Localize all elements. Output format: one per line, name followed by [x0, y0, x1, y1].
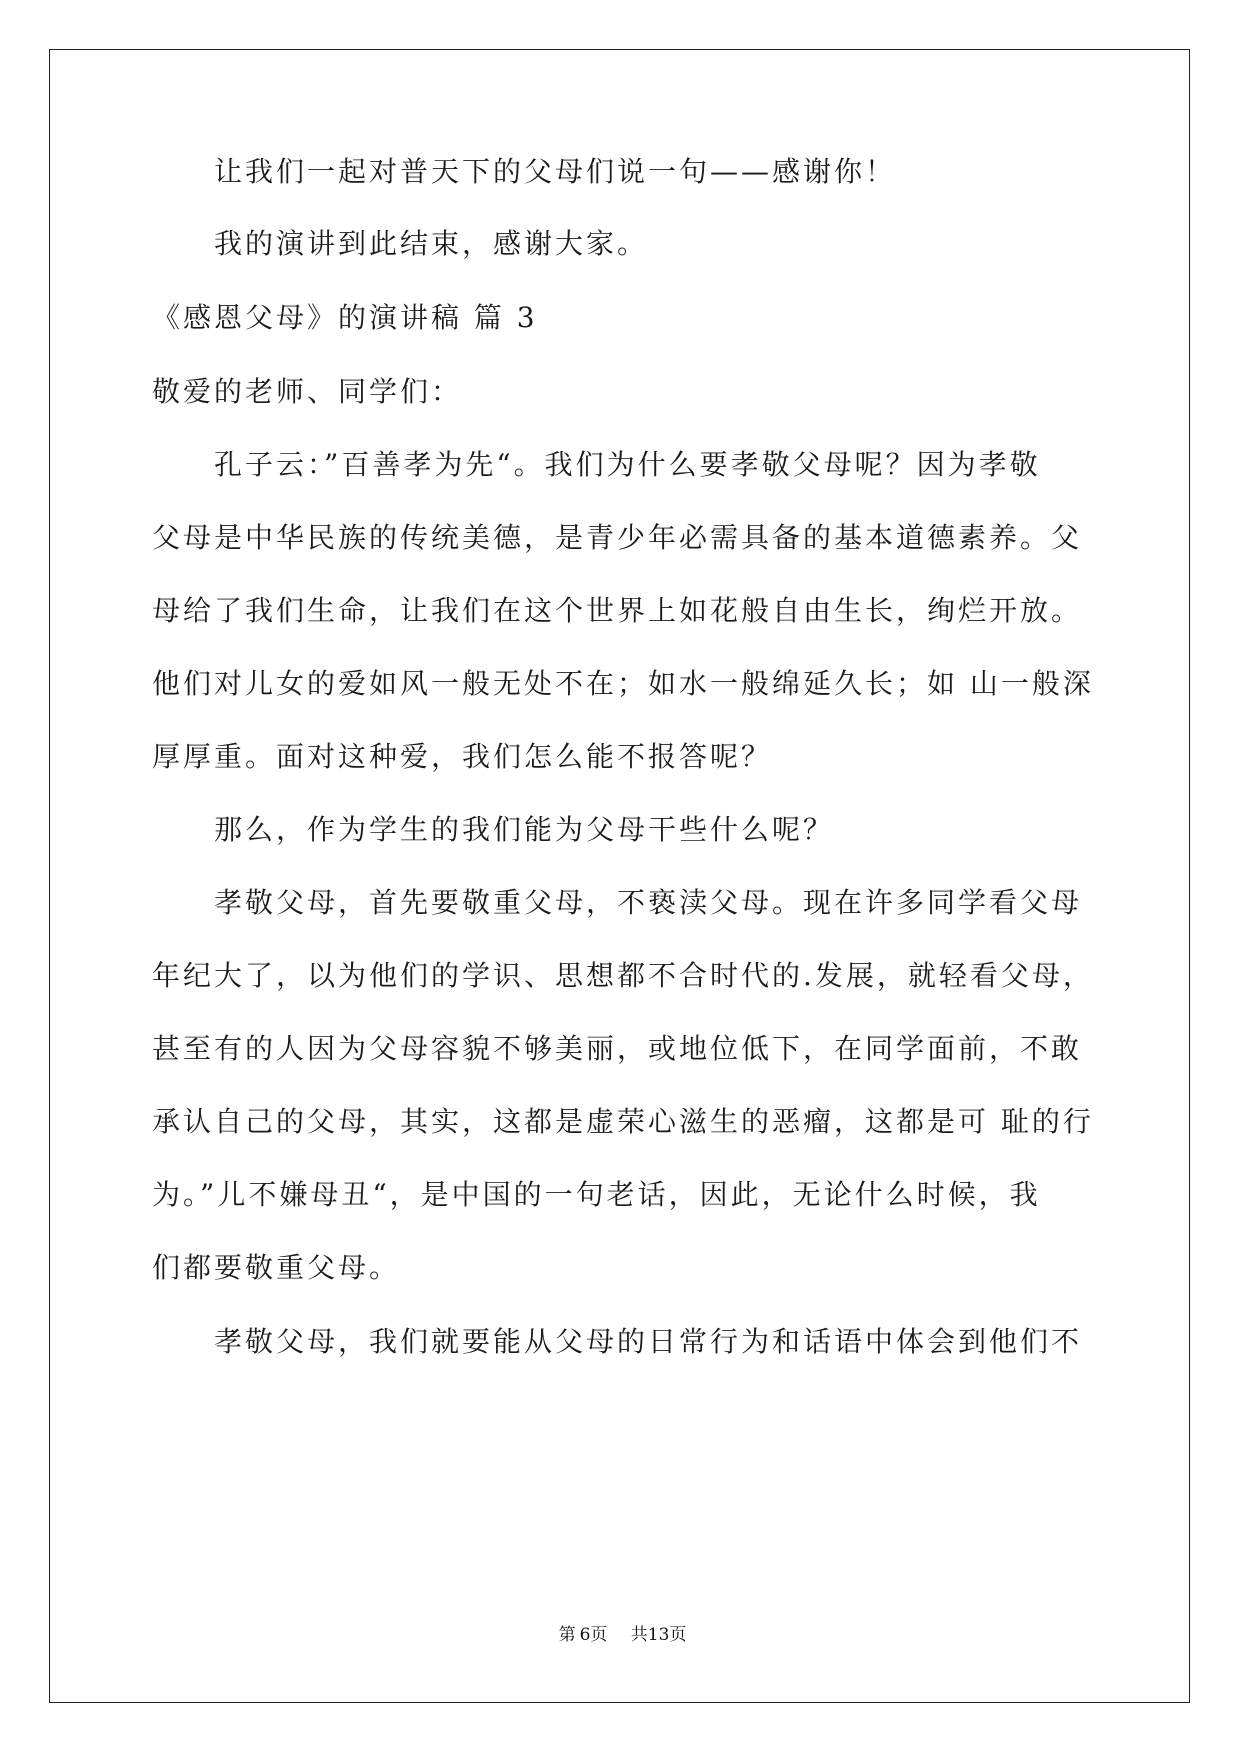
paragraph-line: 甚至有的人因为父母容貌不够美丽，或地位低下，在同学面前，不敢	[152, 1032, 1083, 1065]
paragraph-line: 厚厚重。面对这种爱，我们怎么能不报答呢？	[152, 740, 773, 773]
paragraph-line: 们都要敬重父母。	[152, 1251, 401, 1284]
page-label: 第	[558, 1625, 576, 1645]
page-number: 6	[579, 1625, 591, 1645]
total-unit: 页	[669, 1625, 687, 1645]
paragraph-line: 孝敬父母，我们就要能从父母的日常行为和话语中体会到他们不	[214, 1325, 1083, 1358]
paragraph-line: 年纪大了，以为他们的学识、思想都不合时代的.发展，就轻看父母，	[152, 959, 1094, 992]
page-unit: 页	[590, 1625, 608, 1645]
section-heading: 《感恩父母》的演讲稿 篇 3	[152, 301, 538, 334]
paragraph-line: 为。”儿不嫌母丑“，是中国的一句老话，因此，无论什么时候，我	[152, 1178, 1041, 1211]
total-indicator	[631, 1625, 687, 1645]
paragraph-line: 父母是中华民族的传统美德，是青少年必需具备的基本道德素养。父	[152, 521, 1083, 554]
paragraph-line: 让我们一起对普天下的父母们说一句——感谢你！	[214, 155, 897, 188]
salutation: 敬爱的老师、同学们：	[152, 375, 463, 408]
paragraph-line: 孝敬父母，首先要敬重父母，不亵渎父母。现在许多同学看父母	[214, 886, 1083, 919]
paragraph-line: 承认自己的父母，其实，这都是虚荣心滋生的恶瘤，这都是可 耻的行	[152, 1105, 1094, 1138]
total-number: 13	[647, 1625, 670, 1645]
paragraph-line: 孔子云：”百善孝为先“。我们为什么要孝敬父母呢？因为孝敬	[214, 448, 1041, 481]
paragraph-line: 我的演讲到此结束，感谢大家。	[214, 227, 649, 260]
paragraph-line: 母给了我们生命，让我们在这个世界上如花般自由生长，绚烂开放。	[152, 594, 1083, 627]
page-indicator	[555, 1625, 608, 1645]
paragraph-line: 那么，作为学生的我们能为父母干些什么呢？	[214, 813, 835, 846]
page-footer	[0, 1620, 1241, 1645]
paragraph-line: 他们对儿女的爱如风一般无处不在；如水一般绵延久长；如 山一般深	[152, 667, 1094, 700]
total-label: 共	[630, 1625, 648, 1645]
